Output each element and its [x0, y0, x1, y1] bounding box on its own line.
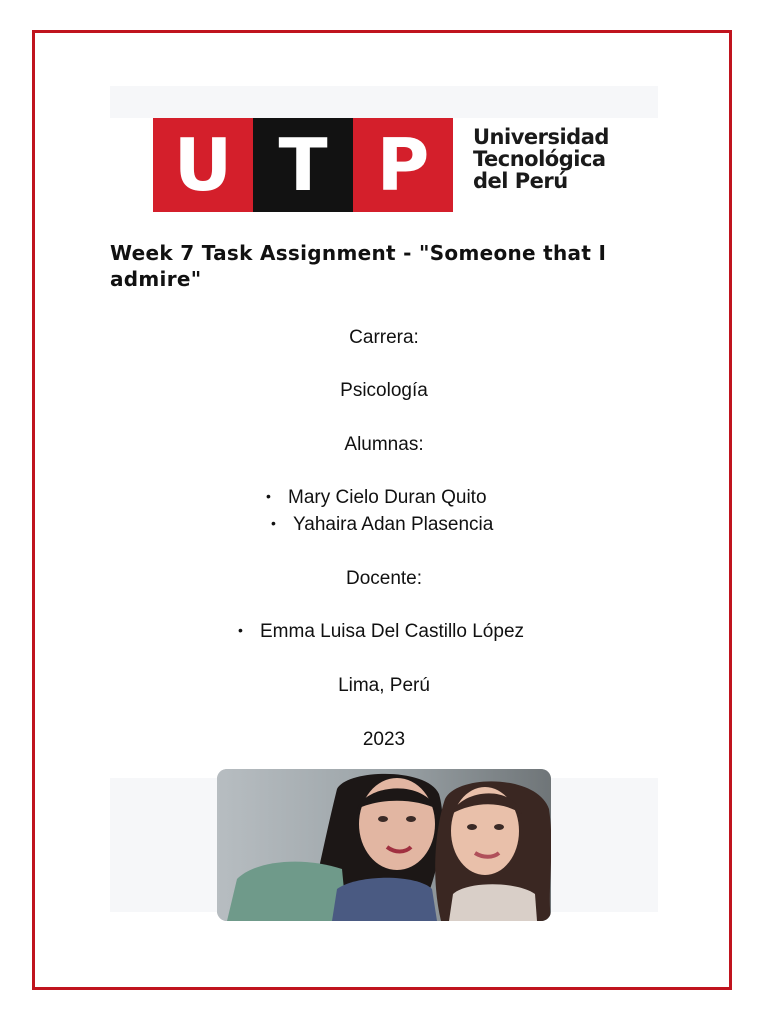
- logo-letter-t: T: [253, 118, 353, 212]
- university-name: [473, 126, 609, 192]
- university-name-line: Universidad: [473, 125, 609, 149]
- student-list-item: [266, 487, 487, 509]
- university-name-line: del Perú: [473, 169, 568, 193]
- docente-label: Docente:: [345, 568, 423, 589]
- bullet-icon: •: [238, 622, 243, 638]
- teacher-list-item: [238, 621, 524, 643]
- carrera-value: Psicología: [340, 380, 428, 401]
- student-name: Yahaira Adan Plasencia: [293, 514, 494, 535]
- student-list-item: [271, 514, 493, 536]
- year: 2023: [362, 729, 406, 750]
- bullet-icon: •: [271, 515, 276, 531]
- university-name-line: Tecnológica: [473, 147, 606, 171]
- teacher-name: Emma Luisa Del Castillo López: [260, 621, 525, 642]
- header-band: [110, 86, 658, 118]
- student-name: Mary Cielo Duran Quito: [288, 487, 487, 508]
- carrera-label: Carrera:: [349, 327, 419, 348]
- location: Lima, Perú: [338, 675, 430, 696]
- students-photo: [217, 769, 551, 921]
- utp-logo: [153, 118, 453, 212]
- logo-letter-u: U: [153, 118, 253, 212]
- alumnas-label: Alumnas:: [344, 434, 424, 455]
- logo-letter-p: P: [353, 118, 453, 212]
- document-title: Week 7 Task Assignment - "Someone that I admire": [110, 241, 607, 291]
- bullet-icon: •: [266, 488, 271, 504]
